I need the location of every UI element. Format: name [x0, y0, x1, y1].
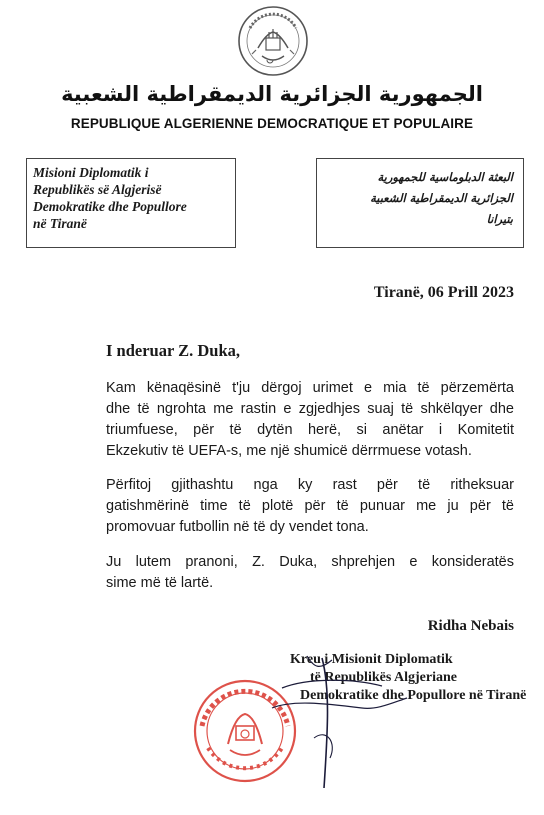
paragraph-line: triumfuese, për të dytën herë, si anëtar i Komitetit [106, 422, 514, 438]
paragraph-line: Ekzekutiv të UEFA-s, me një shumicë dërrmuese votash. [106, 443, 472, 459]
paragraph-line: Kam kënaqësinë t'ju dërgoj urimet e mia të përzemërta [106, 380, 514, 396]
letter-paragraph-3 [106, 552, 514, 594]
paragraph-line: promovuar futbollin në të dy vendet tona. [106, 519, 369, 535]
mission-arabic-line: بتيرانا [486, 212, 513, 226]
paragraph-line: dhe të ngrohta me rastin e zgjedhjes suaj të shkëlqyer dhe [106, 401, 514, 417]
mission-albanian-line: Republikës së Algjerisë [33, 182, 162, 197]
national-emblem-icon [236, 4, 310, 78]
header-arabic-title: الجمهورية الجزائرية الديمقراطية الشعبية [61, 82, 483, 106]
mission-albanian-line: Demokratike dhe Popullore [33, 199, 187, 214]
signer-title-line: të Republikës Algjeriane [310, 670, 457, 685]
letter-paragraph-1 [106, 378, 514, 462]
mission-albanian-line: në Tiranë [33, 216, 87, 231]
mission-arabic-line: البعثة الدبلوماسية للجمهورية [377, 170, 513, 184]
letter-salutation: I nderuar Z. Duka, [106, 341, 241, 360]
handwritten-signature [212, 648, 442, 798]
paragraph-line: Përfitoj gjithashtu nga ky rast për të ritheksuar [106, 477, 514, 493]
signer-title-line: Kreu i Misionit Diplomatik [290, 652, 453, 667]
letter-paragraph-2 [106, 475, 514, 538]
letter-date: Tiranë, 06 Prill 2023 [373, 284, 514, 301]
header-french-title: REPUBLIQUE ALGERIENNE DEMOCRATIQUE ET POPULAIRE [70, 116, 474, 131]
signer-name: Ridha Nebais [427, 618, 514, 634]
mission-box-arabic [316, 158, 524, 248]
paragraph-line: gatishmërinë time të plotë për të punuar me ju për të [106, 498, 514, 514]
paragraph-line: sime më të lartë. [106, 575, 214, 591]
mission-box-albanian [26, 158, 236, 248]
paragraph-line: Ju lutem pranoni, Z. Duka, shprehjen e konsideratës [106, 554, 514, 570]
mission-arabic-line: الجزائرية الديمقراطية الشعبية [370, 191, 513, 205]
mission-albanian-line: Misioni Diplomatik i [33, 165, 149, 180]
signer-title-line: Demokratike dhe Popullore në Tiranë [300, 688, 527, 703]
